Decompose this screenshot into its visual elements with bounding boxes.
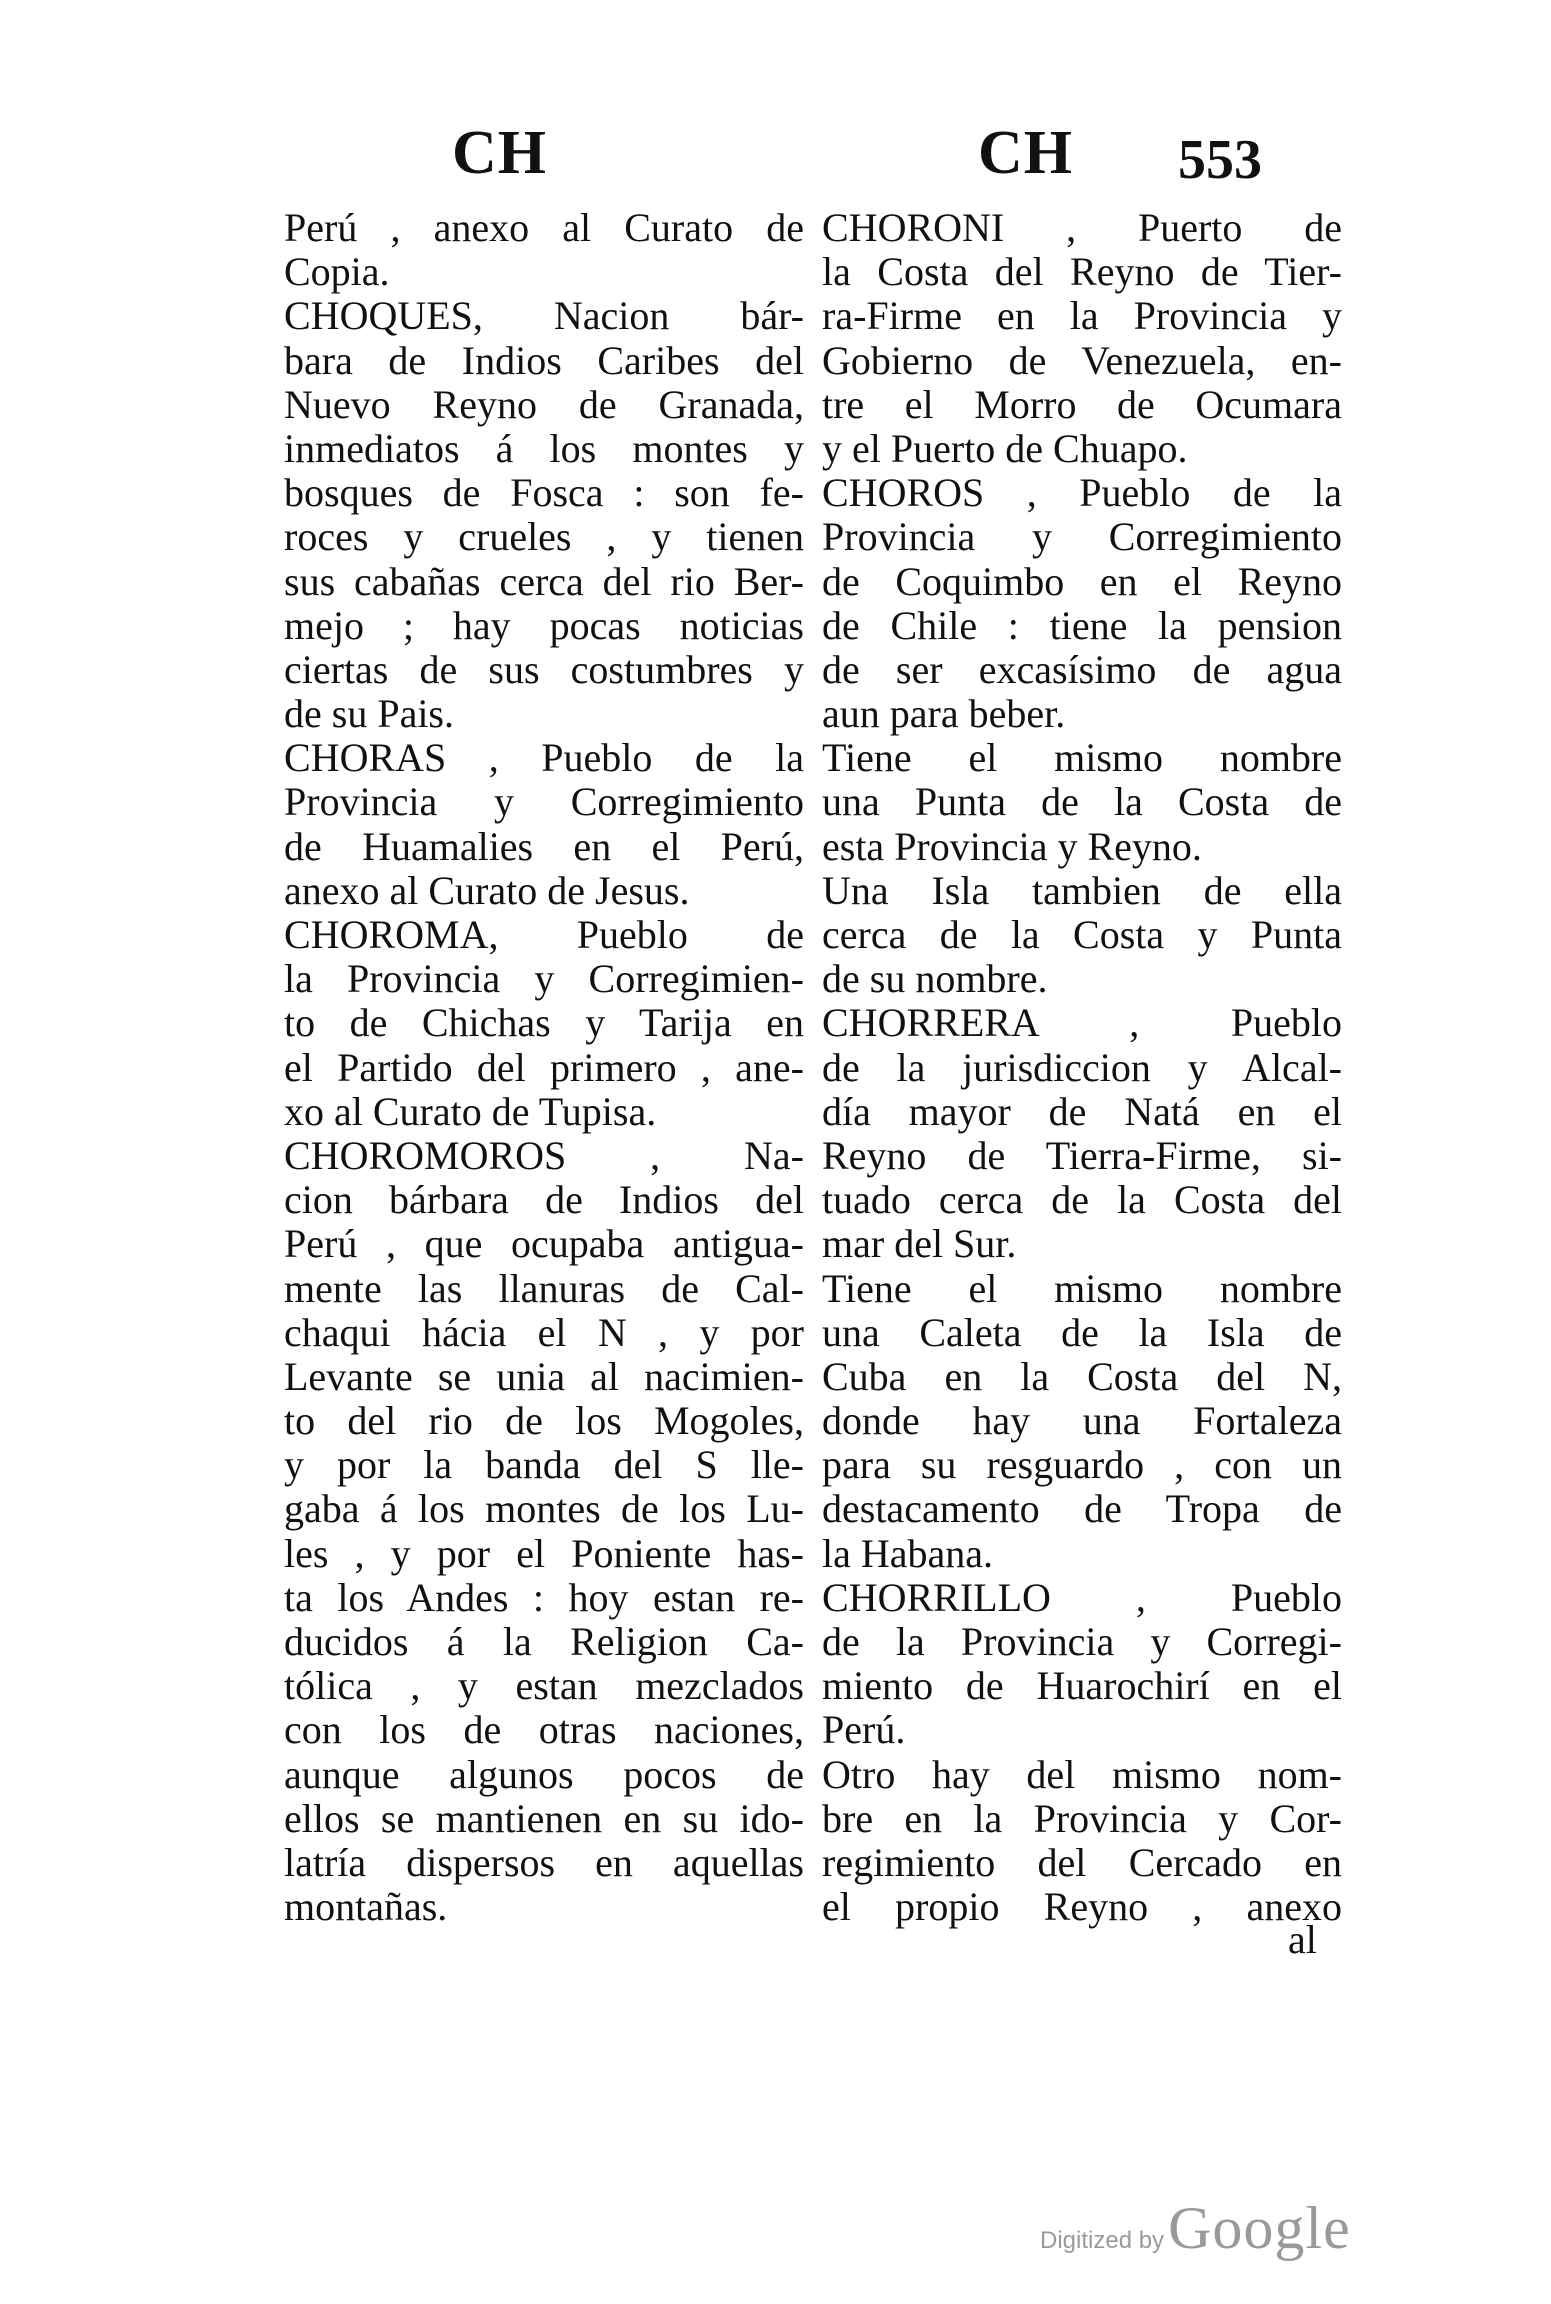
text-line: esta Provincia y Reyno. [822,823,1202,869]
left-column [284,206,804,1929]
text-line: Reyno de Tierra-Firme, si- [822,1132,1342,1178]
text-line: Tiene el mismo nombre [822,1265,1342,1311]
text-line: CHORRILLO , Pueblo [822,1574,1342,1620]
text-line: to del rio de los Mogoles, [284,1398,804,1444]
text-line: una Punta de la Costa de [822,779,1342,825]
text-line: tólica , y estan mezclados [284,1663,804,1709]
text-line: chaqui hácia el N , y por [284,1309,804,1355]
text-line: y por la banda del S lle- [284,1442,804,1488]
text-line: Cuba en la Costa del N, [822,1353,1342,1399]
text-line: bosques de Fosca : son fe- [284,470,804,516]
text-line: ducidos á la Religion Ca- [284,1619,804,1664]
text-line: el Partido del primero , ane- [284,1044,804,1090]
text-line: destacamento de Tropa de [822,1486,1342,1532]
text-line: aunque algunos pocos de [284,1751,804,1797]
digitized-watermark [1040,2194,1351,2263]
text-line: latría dispersos en aquellas [284,1839,804,1885]
text-line: bre en la Provincia y Cor- [822,1795,1342,1841]
text-line: ciertas de sus costumbres y [284,646,804,692]
text-line: donde hay una Fortaleza [822,1398,1342,1444]
catchword: al [1288,1917,1317,1962]
watermark-prefix: Digitized by [1040,2227,1165,2254]
text-line: inmediatos á los montes y [284,425,804,471]
text-line: de Chile : tiene la pension [822,602,1342,648]
text-line: CHOROMA, Pueblo de [284,912,804,957]
text-line: Perú , anexo al Curato de [284,205,804,250]
text-line: tre el Morro de Ocumara [822,381,1342,427]
running-header-right: CH [978,119,1073,187]
text-line: mente las llanuras de Cal- [284,1265,804,1311]
text-line: la Costa del Reyno de Tier- [822,249,1342,295]
text-line: cerca de la Costa y Punta [822,912,1342,957]
text-line: Otro hay del mismo nom- [822,1751,1342,1797]
text-line: Gobierno de Venezuela, en- [822,337,1342,383]
text-line: Provincia y Corregimiento [284,779,804,825]
text-line: Tiene el mismo nombre [822,735,1342,781]
text-line: CHOQUES, Nacion bár- [284,293,804,339]
text-line: CHORRERA , Pueblo [822,1000,1342,1046]
text-line: una Caleta de la Isla de [822,1309,1342,1355]
text-line: ra-Firme en la Provincia y [822,293,1342,339]
text-line: la Habana. [822,1530,994,1576]
text-line: con los de otras naciones, [284,1707,804,1753]
text-line: de Huamalies en el Perú, [284,823,804,869]
text-line: mejo ; hay pocas noticias [284,602,804,648]
running-header-left: CH [452,119,547,187]
text-line: ta los Andes : hoy estan re- [284,1574,804,1620]
text-line: regimiento del Cercado en [822,1839,1342,1885]
text-line: bara de Indios Caribes del [284,337,804,383]
page-number: 553 [1178,129,1262,191]
text-line: y el Puerto de Chuapo. [822,425,1188,471]
text-line: aun para beber. [822,691,1066,737]
text-line: Perú , que ocupaba antigua- [284,1221,804,1267]
text-line: de la jurisdiccion y Alcal- [822,1044,1342,1090]
text-line: gaba á los montes de los Lu- [284,1486,804,1532]
text-line: de ser excasísimo de agua [822,646,1342,692]
text-line: montañas. [284,1884,448,1930]
text-line: el propio Reyno , anexo [822,1884,1342,1930]
text-line: de la Provincia y Corregi- [822,1619,1342,1664]
text-line: roces y crueles , y tienen [284,514,804,560]
text-line: ellos se mantienen en su ido- [284,1795,804,1841]
text-line: miento de Huarochirí en el [822,1663,1342,1709]
text-line: día mayor de Natá en el [822,1088,1342,1134]
text-line: cion bárbara de Indios del [284,1177,804,1223]
text-line: xo al Curato de Tupisa. [284,1088,657,1134]
text-line: Perú. [822,1707,906,1753]
text-line: la Provincia y Corregimien- [284,956,804,1002]
text-line: tuado cerca de la Costa del [822,1177,1342,1223]
text-line: mar del Sur. [822,1221,1017,1267]
text-line: CHOROMOROS , Na- [284,1132,804,1178]
right-column [822,206,1342,1929]
text-line: de Coquimbo en el Reyno [822,558,1342,604]
text-line: CHORONI , Puerto de [822,205,1342,250]
watermark-brand: Google [1168,2195,1351,2261]
text-line: Provincia y Corregimiento [822,514,1342,560]
text-line: to de Chichas y Tarija en [284,1000,804,1046]
text-line: de su nombre. [822,956,1048,1002]
text-line: CHOROS , Pueblo de la [822,470,1342,516]
text-line: para su resguardo , con un [822,1442,1342,1488]
text-line: de su Pais. [284,691,454,737]
text-line: sus cabañas cerca del rio Ber- [284,558,804,604]
text-line: Levante se unia al nacimien- [284,1353,804,1399]
text-line: Copia. [284,249,390,295]
text-line: Una Isla tambien de ella [822,867,1342,913]
text-line: CHORAS , Pueblo de la [284,735,804,781]
text-line: anexo al Curato de Jesus. [284,867,690,913]
text-line: les , y por el Poniente has- [284,1530,804,1576]
text-line: Nuevo Reyno de Granada, [284,381,804,427]
